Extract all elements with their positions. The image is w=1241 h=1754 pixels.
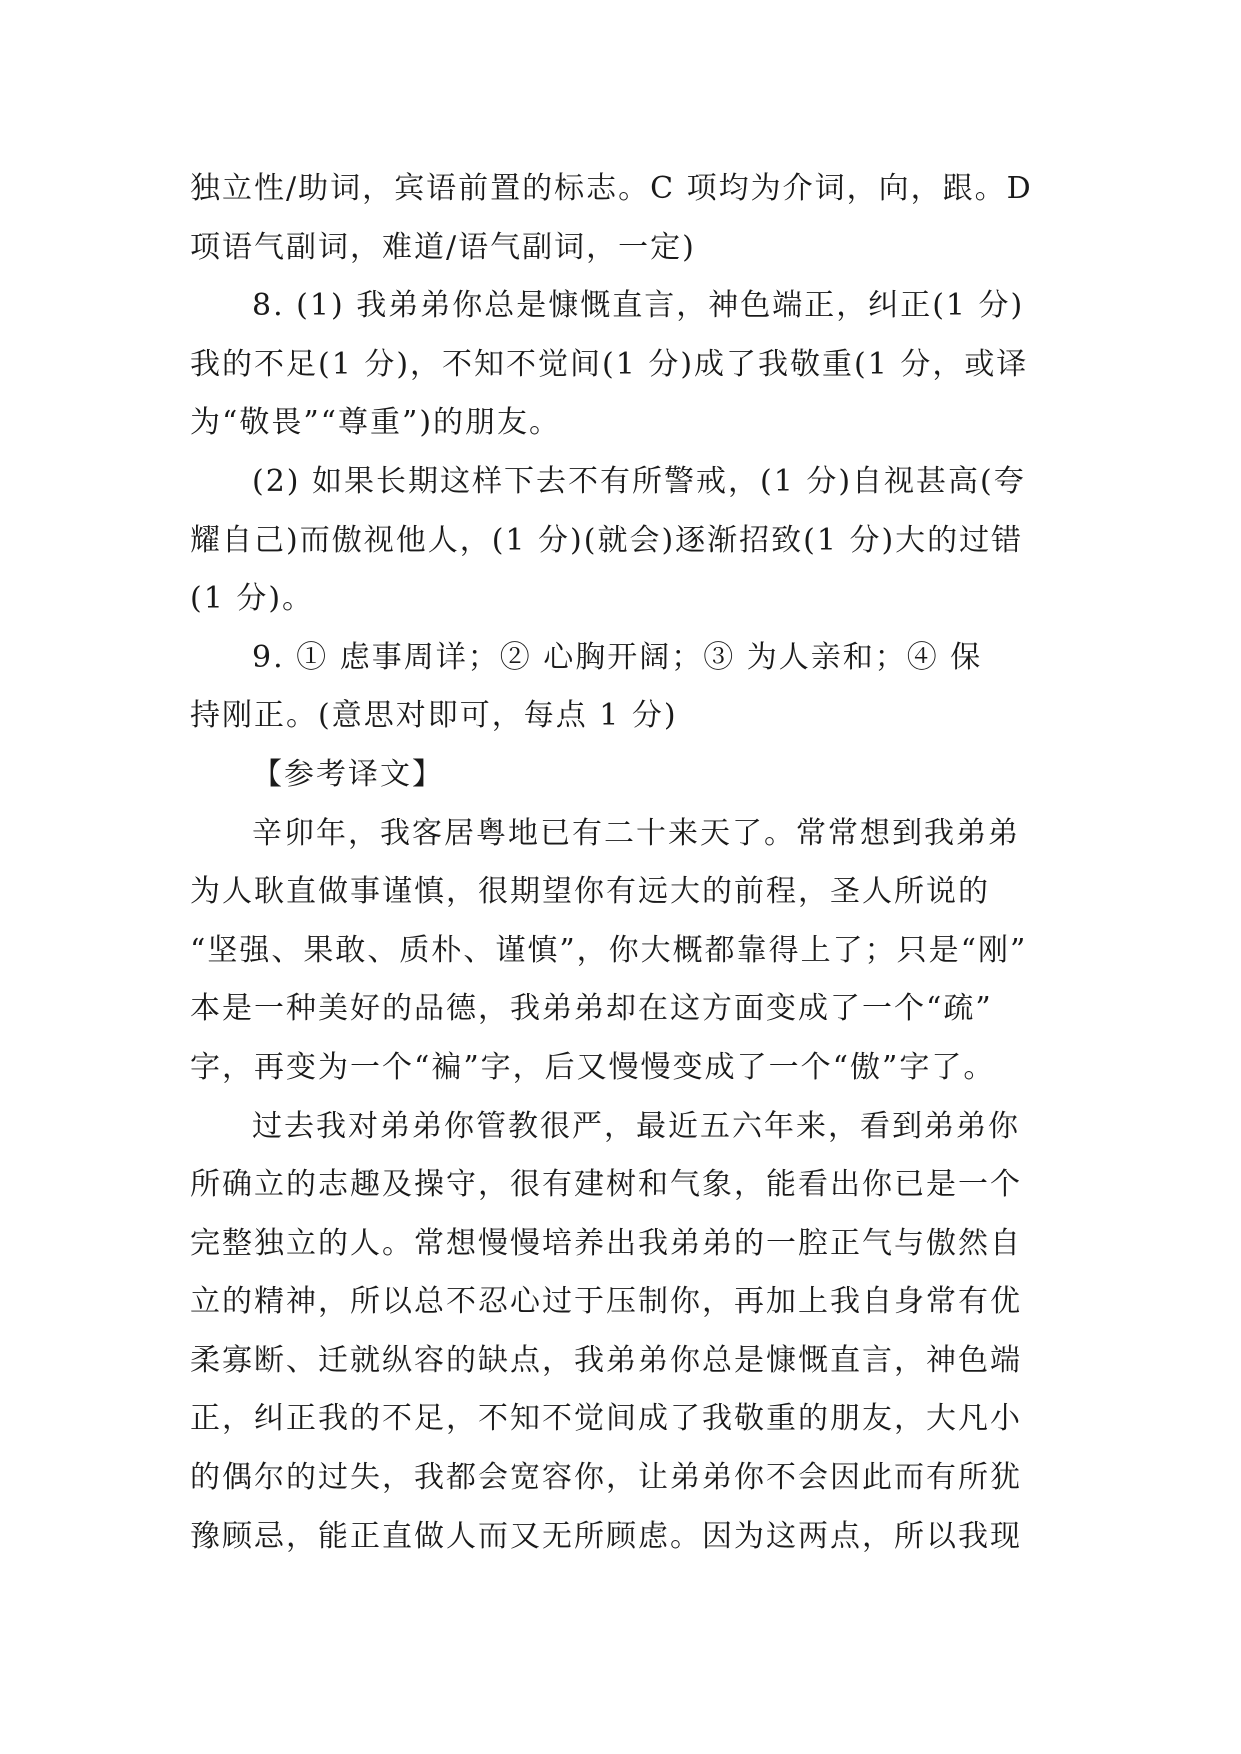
text-line: 项语气副词，难道/语气副词，一定) xyxy=(190,229,696,265)
answer-8-2: (2) 如果长期这样下去不有所警戒，(1 分)自视甚高(夸 xyxy=(252,463,1026,499)
text-line: 豫顾忌，能正直做人而又无所顾虑。因为这两点，所以我现 xyxy=(190,1518,1022,1554)
section-heading: 【参考译文】 xyxy=(252,756,444,792)
text-line: 为人耿直做事谨慎，很期望你有远大的前程，圣人所说的 xyxy=(190,874,990,910)
text-line: 持刚正。(意思对即可，每点 1 分) xyxy=(190,698,678,734)
text-line: 我的不足(1 分)，不知不觉间(1 分)成了我敬重(1 分，或译 xyxy=(190,346,1029,382)
text-line: 耀自己)而傲视他人，(1 分)(就会)逐渐招致(1 分)大的过错 xyxy=(190,522,1024,558)
paragraph-start: 过去我对弟弟你管教很严，最近五六年来，看到弟弟你 xyxy=(252,1108,1020,1144)
text-line: 字，再变为一个“褊”字，后又慢慢变成了一个“傲”字了。 xyxy=(190,1049,996,1085)
document-body xyxy=(190,160,1060,1566)
text-line: 正，纠正我的不足，不知不觉间成了我敬重的朋友，大凡小 xyxy=(190,1401,1022,1437)
text-line: 立的精神，所以总不忍心过于压制你，再加上我自身常有优 xyxy=(190,1284,1022,1320)
text-line: 为“敬畏”“尊重”)的朋友。 xyxy=(190,405,562,441)
text-line: 柔寡断、迁就纵容的缺点，我弟弟你总是慷慨直言，神色端 xyxy=(190,1342,1022,1378)
text-line: (1 分)。 xyxy=(190,581,315,617)
text-line: 完整独立的人。常想慢慢培养出我弟弟的一腔正气与傲然自 xyxy=(190,1225,1022,1261)
text-line: 所确立的志趣及操守，很有建树和气象，能看出你已是一个 xyxy=(190,1167,1022,1203)
paragraph-start: 辛卯年，我客居粤地已有二十来天了。常常想到我弟弟 xyxy=(252,815,1020,851)
text-line: “坚强、果敢、质朴、谨慎”，你大概都靠得上了；只是“刚” xyxy=(190,932,1028,968)
answer-9: 9. ① 虑事周详；② 心胸开阔；③ 为人亲和；④ 保 xyxy=(252,639,983,675)
text-line: 独立性/助词，宾语前置的标志。C 项均为介词，向，跟。D xyxy=(190,171,1033,206)
text-line: 本是一种美好的品德，我弟弟却在这方面变成了一个“疏” xyxy=(190,991,993,1027)
answer-8-1: 8. (1) 我弟弟你总是慷慨直言，神色端正，纠正(1 分) xyxy=(252,288,1025,324)
text-line: 的偶尔的过失，我都会宽容你，让弟弟你不会因此而有所犹 xyxy=(190,1460,1022,1496)
